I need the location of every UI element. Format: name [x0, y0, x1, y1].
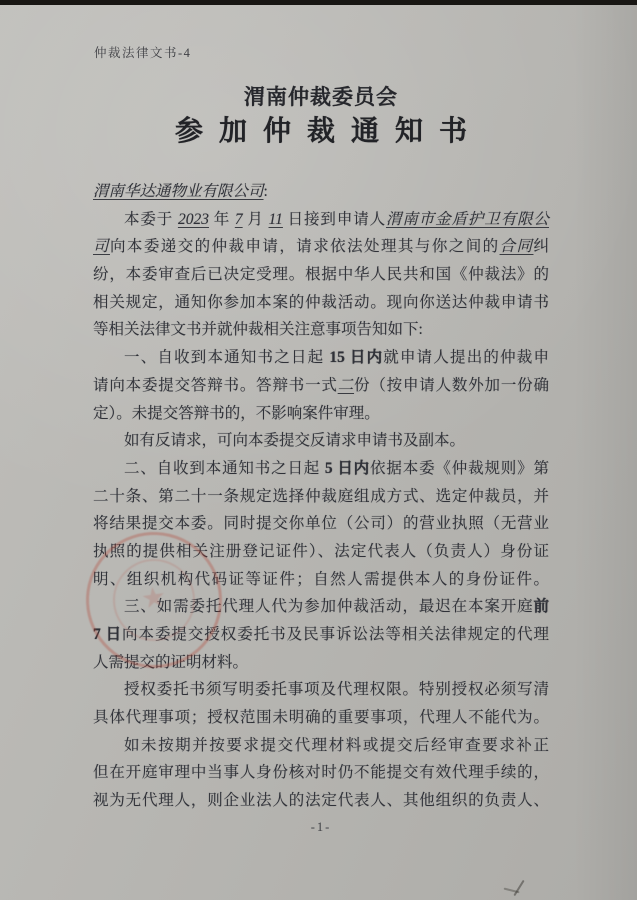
text-segment: 执照的提供相关注册登记证件）、法定代表人（负责人）身份证	[93, 542, 549, 560]
text-segment: 二十条、第二十一条规定选择仲裁庭组成方式、选定仲裁员，并	[93, 487, 549, 505]
text-segment: 如有反请求，可向本委提交反请求申请书及副本。	[124, 432, 466, 450]
document-body	[93, 178, 549, 815]
document-line	[93, 344, 549, 372]
text-segment: 授权委托书须写明委托事项及代理权限。特别授权必须写清	[124, 681, 549, 699]
document-line	[93, 455, 549, 483]
text-segment: 就申请人提出的仲裁申	[383, 349, 549, 367]
document-page	[0, 5, 637, 900]
handwritten-fill: 司	[93, 238, 110, 256]
doc-code-label: 仲裁法律文书-4	[94, 46, 192, 60]
document-line	[93, 787, 549, 815]
document-title: 参加仲裁通知书	[174, 115, 483, 146]
text-segment: 三、如需委托代理人代为参加仲裁活动，最迟在本案开庭	[124, 598, 534, 616]
text-segment: 但在开庭审理中当事人身份核对时仍不能提交有效代理手续的，	[93, 764, 549, 782]
text-segment: 将结果提交本委。同时提交你单位（公司）的营业执照（无营业	[93, 515, 549, 533]
handwritten-fill: 合同	[499, 238, 534, 256]
document-line	[93, 400, 549, 428]
text-segment: 定）。未提交答辩书的，不影响案件审理。	[93, 404, 380, 422]
text-segment: 日接到申请人	[282, 210, 386, 228]
text-segment: 具体代理事项；授权范围未明确的重要事项，代理人不能代为。	[93, 709, 549, 727]
text-segment: 7 日	[93, 626, 123, 643]
text-segment: 请向本委提交答辩书。答辩书一式	[93, 376, 338, 394]
text-segment: 如未按期并按要求提交代理材料或提交后经审查要求补正	[124, 736, 549, 754]
text-segment: 依据本委《仲裁规则》第	[370, 459, 549, 477]
page-number: -1-	[310, 820, 332, 834]
text-segment: 份（按申请人数外加一份确	[354, 376, 549, 394]
handwritten-fill: 渭南市金盾护卫有限公	[385, 210, 549, 228]
document-line	[93, 206, 549, 234]
text-segment: 一、自收到本通知书之日起	[124, 349, 330, 367]
document-line	[93, 759, 549, 787]
text-segment: 纷，本委审查后已决定受理。根据中华人民共和国《仲裁法》的	[93, 266, 549, 284]
text-segment: 纠	[533, 238, 549, 256]
text-segment: 向本委提交授权委托书及民事诉讼法等相关法律规定的代理	[122, 626, 549, 643]
document-line	[93, 427, 549, 455]
text-segment: 15 日内	[329, 349, 384, 367]
document-line	[93, 483, 549, 511]
document-line	[93, 676, 549, 704]
text-segment: 视为无代理人，则企业法人的法定代表人、其他组织的负责人、	[93, 792, 549, 810]
text-segment: 月	[242, 210, 269, 228]
handwritten-fill: 2023	[177, 210, 209, 228]
document-line	[93, 261, 549, 289]
text-segment: 二、自收到本通知书之日起	[124, 459, 325, 477]
text-segment: 向本委递交的仲裁申请，请求依法处理其与你之间的	[109, 238, 500, 256]
handwritten-fill: 渭南华达通物业有限公司	[93, 183, 264, 200]
text-segment: 人需提交的证明材料。	[93, 653, 249, 671]
scan-crease-mark	[513, 880, 524, 896]
document-line	[93, 233, 549, 261]
text-segment: :	[263, 183, 268, 200]
document-line	[93, 316, 549, 344]
text-segment: 等相关法律文书并就仲裁相关注意事项告知如下:	[93, 321, 423, 339]
text-segment: 5 日内	[324, 459, 371, 477]
document-line	[93, 372, 549, 400]
text-segment: 本委于	[124, 210, 178, 228]
document-line	[93, 178, 549, 206]
text-segment: 年	[208, 210, 235, 228]
text-segment: 相关规定，通知你参加本案的仲裁活动。现向你送达仲裁申请书	[93, 293, 549, 311]
handwritten-fill: 11	[268, 210, 283, 228]
handwritten-fill: 二	[337, 376, 355, 394]
document-line	[93, 289, 549, 317]
text-segment: 明、组织机构代码证等证件；自然人需提供本人的身份证件。	[93, 570, 549, 588]
text-segment: 前	[533, 598, 549, 616]
handwritten-fill: 7	[234, 210, 243, 228]
document-line	[93, 704, 549, 732]
document-line	[93, 732, 549, 760]
organization-title: 渭南仲裁委员会	[244, 86, 398, 109]
